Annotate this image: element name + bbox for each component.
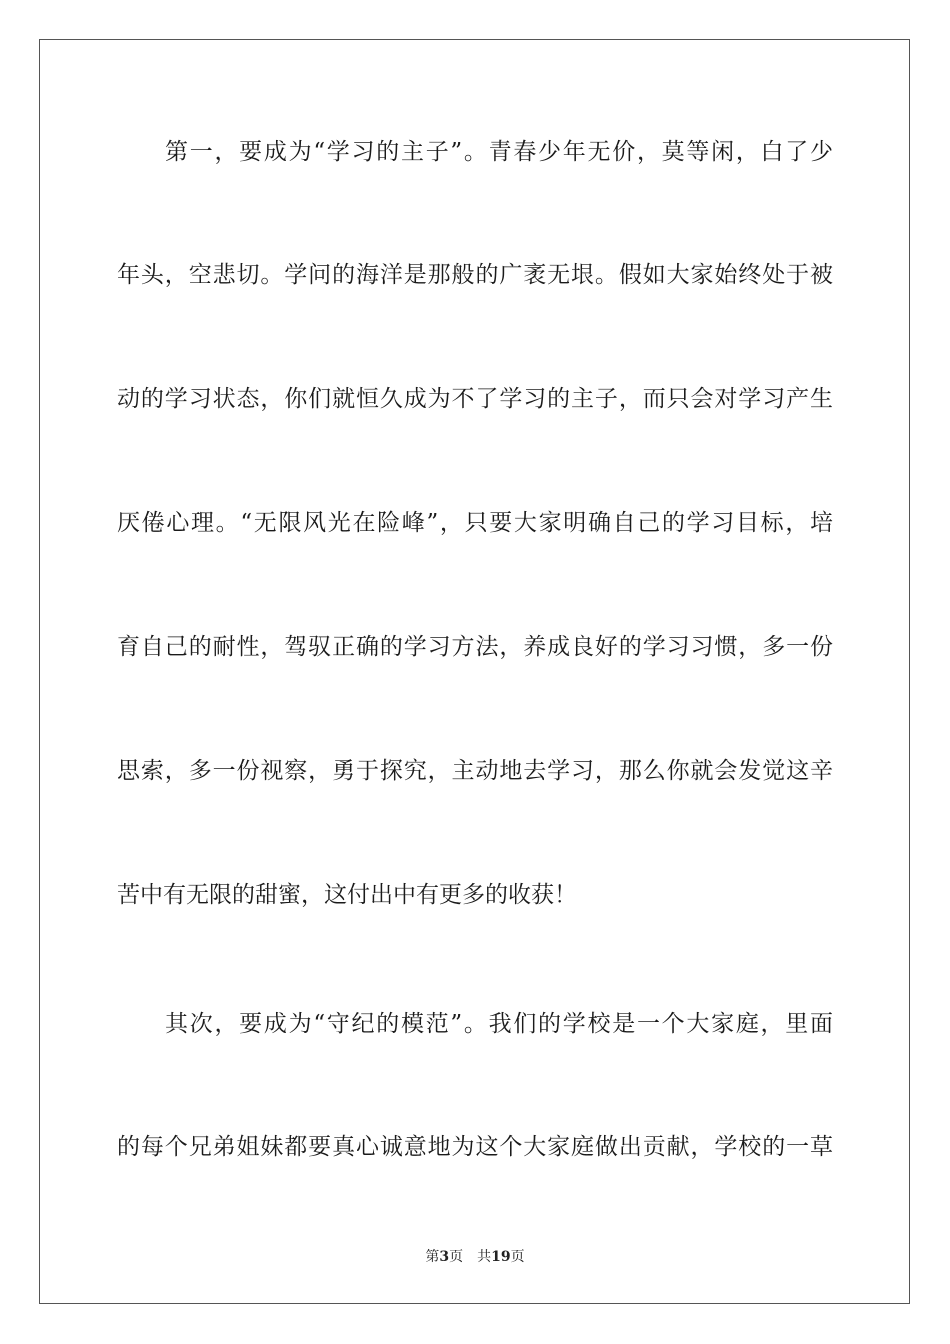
page-border (39, 39, 910, 1304)
paragraph-line: 第一，要成为“学习的主子”。青春少年无价，莫等闲，白了少 (165, 139, 833, 165)
page-prefix: 第 (425, 1249, 440, 1265)
paragraph-line: 动的学习状态，你们就恒久成为不了学习的主子，而只会对学习产生 (117, 386, 833, 412)
total-prefix: 共 (477, 1249, 492, 1265)
paragraph-line: 思索，多一份视察，勇于探究，主动地去学习，那么你就会发觉这辛 (117, 758, 833, 784)
total-pages: 19 (491, 1249, 511, 1265)
paragraph-line: 厌倦心理。“无限风光在险峰”，只要大家明确自己的学习目标，培 (117, 510, 833, 536)
page-suffix: 页 (449, 1249, 464, 1265)
total-suffix: 页 (510, 1249, 525, 1265)
paragraph-line: 其次，要成为“守纪的模范”。我们的学校是一个大家庭，里面 (165, 1011, 833, 1037)
paragraph-line: 苦中有无限的甜蜜，这付出中有更多的收获！ (117, 882, 577, 908)
paragraph-line: 育自己的耐性，驾驭正确的学习方法，养成良好的学习习惯，多一份 (117, 634, 833, 660)
page-footer (0, 1248, 950, 1266)
page-number: 3 (439, 1249, 450, 1265)
paragraph-line: 的每个兄弟姐妹都要真心诚意地为这个大家庭做出贡献，学校的一草 (117, 1134, 833, 1160)
paragraph-line: 年头，空悲切。学问的海洋是那般的广袤无垠。假如大家始终处于被 (117, 262, 833, 288)
